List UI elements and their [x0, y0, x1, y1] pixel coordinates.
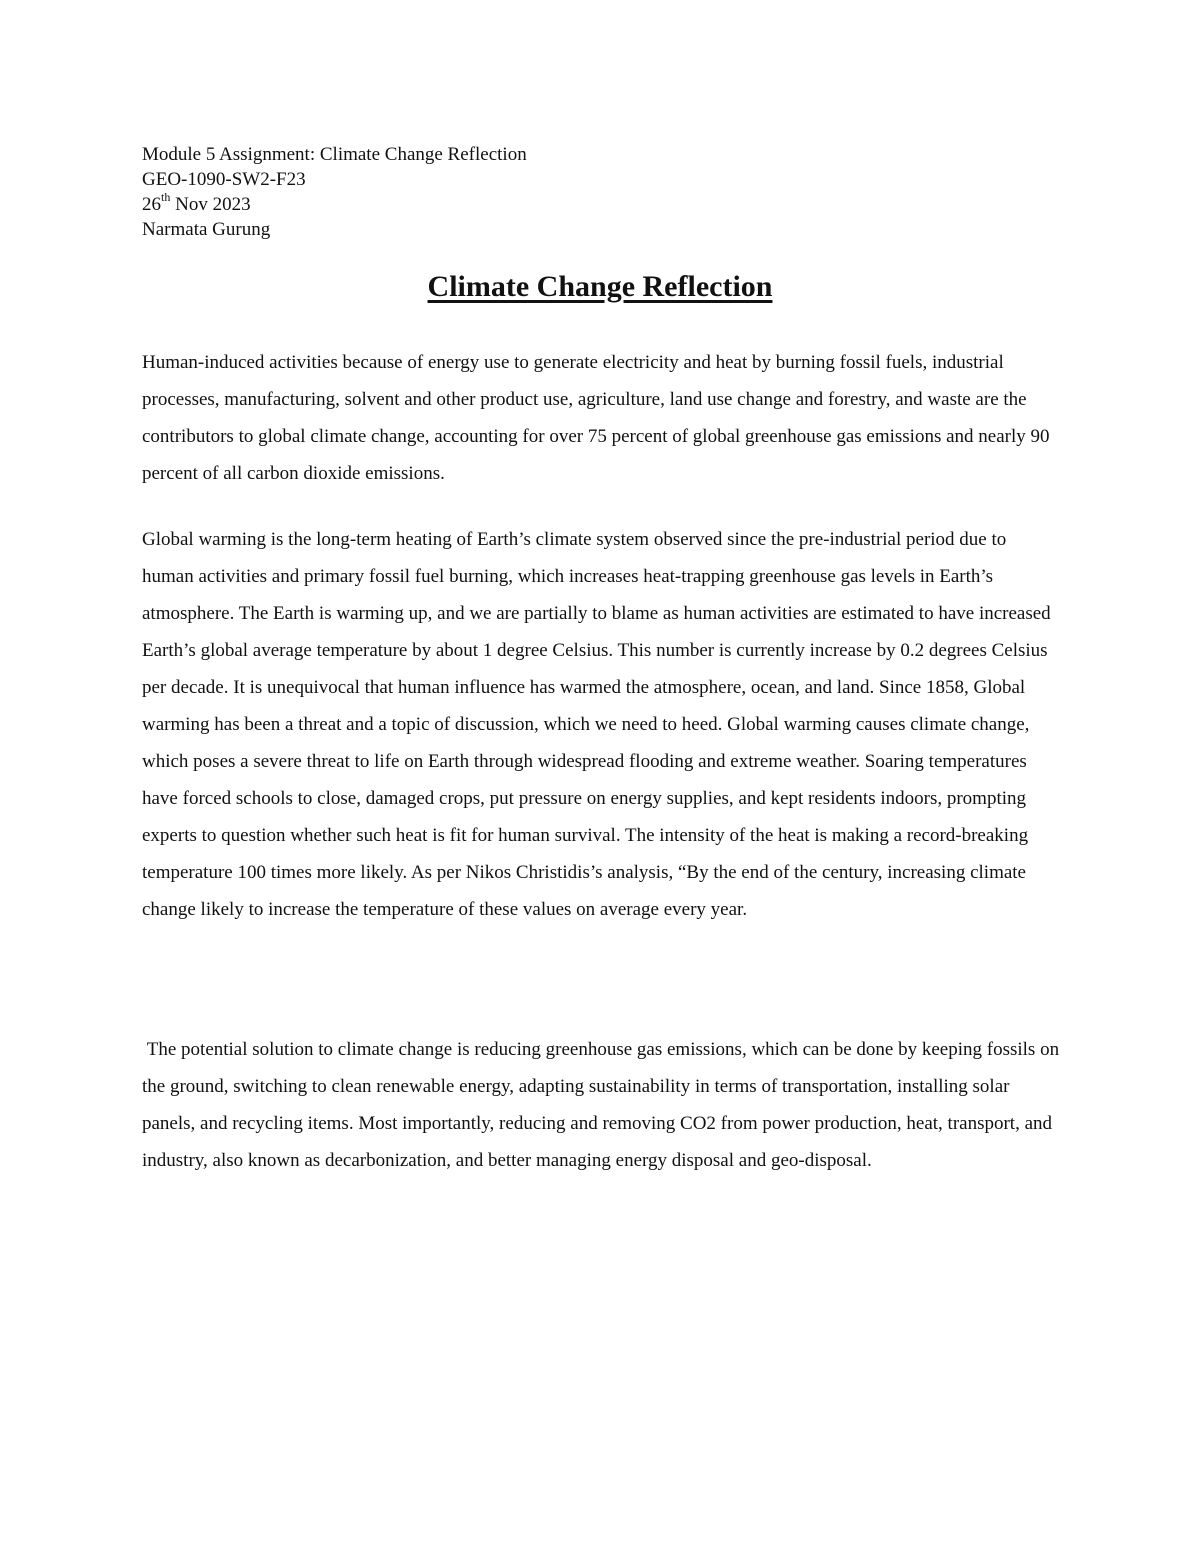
paragraph-emissions-sources: Human-induced activities because of energy use to generate electricity and heat by burning fossil fuels, industrial processes, manufacturing, solvent and other product use, agriculture, land use change and forestry, and waste are the contributors to global climate change, accounting for over 75 percent of global greenhouse gas emissions and nearly 90 percent of all carbon dioxide emissions.	[142, 352, 1050, 484]
document-title: Climate Change Reflection	[427, 270, 773, 303]
author-name-line: Narmata Gurung	[142, 219, 271, 240]
assignment-line: Module 5 Assignment: Climate Change Reflection	[142, 144, 527, 165]
document-header	[142, 142, 527, 242]
date-day: 26	[142, 194, 161, 215]
date-line	[142, 189, 527, 217]
date-month-year: Nov 2023	[170, 194, 251, 215]
paragraph-global-warming: Global warming is the long-term heating of Earth’s climate system observed since the pre-industrial period due to human activities and primary fossil fuel burning, which increases heat-trapping greenhouse gas levels in Earth’s atmosphere. The Earth is warming up, and we are partially to blame as human activities are estimated to have increased Earth’s global average temperature by about 1 degree Celsius. This number is currently increase by 0.2 degrees Celsius per decade. It is unequivocal that human influence has warmed the atmosphere, ocean, and land. Since 1858, Global warming has been a threat and a topic of discussion, which we need to heed. Global warming causes climate change, which poses a severe threat to life on Earth through widespread flooding and extreme weather. Soaring temperatures have forced schools to close, damaged crops, put pressure on energy supplies, and kept residents indoors, prompting experts to question whether such heat is fit for human survival. The intensity of the heat is making a record-breaking temperature 100 times more likely. As per Nikos Christidis’s analysis, “By the end of the century, increasing climate change likely to increase the temperature of these values on average every year.	[142, 529, 1051, 920]
paragraph-potential-solutions: The potential solution to climate change is reducing greenhouse gas emissions, which can be done by keeping fossils on the ground, switching to clean renewable energy, adapting sustainability in terms of transportation, installing solar panels, and recycling items. Most importantly, reducing and removing CO2 from power production, heat, transport, and industry, also known as decarbonization, and better managing energy disposal and geo-disposal.	[142, 1039, 1064, 1171]
course-code-line: GEO-1090-SW2-F23	[142, 169, 306, 190]
date-ordinal-suffix: th	[161, 189, 171, 204]
